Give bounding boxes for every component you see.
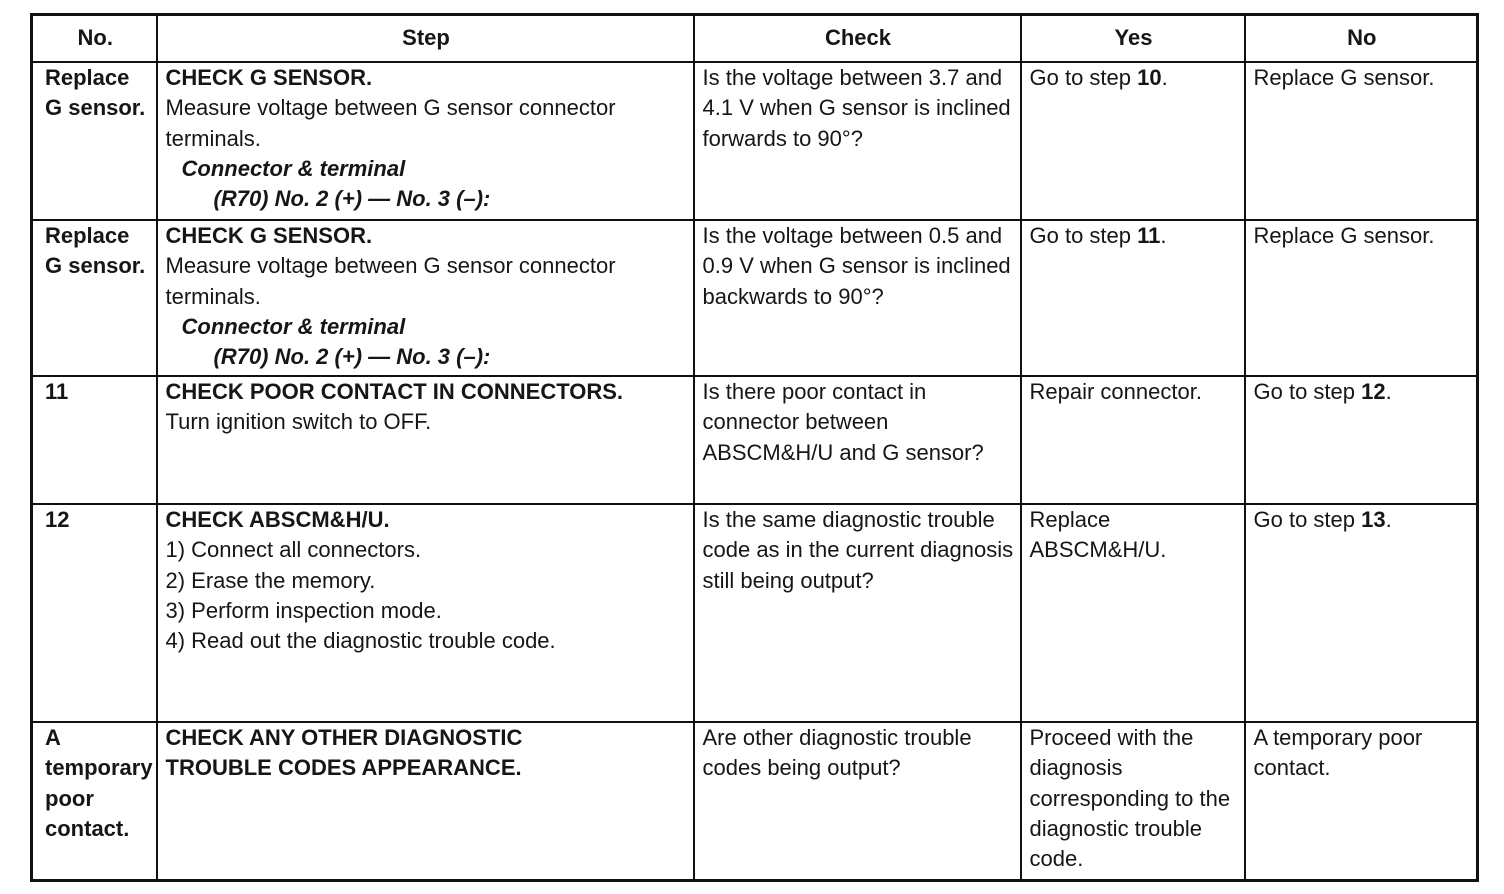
- table-row: [32, 220, 1478, 376]
- step-instruction: Turn ignition switch to OFF.: [165, 409, 432, 435]
- procedure-step: 4) Read out the diagnostic trouble code.: [165, 628, 556, 654]
- step-number: Replace G sensor.: [32, 62, 157, 220]
- step-title: CHECK ANY OTHER DIAGNOSTIC: [165, 725, 523, 750]
- step-cell: [157, 62, 694, 220]
- no-suffix: .: [1385, 507, 1392, 532]
- no-cell: Replace G sensor.: [1245, 62, 1478, 220]
- header-step: Step: [157, 15, 694, 63]
- diagnostic-procedure: [30, 13, 1476, 882]
- yes-prefix: Go to step: [1029, 65, 1138, 90]
- no-prefix: Go to step: [1253, 507, 1362, 532]
- table-row: [32, 722, 1478, 881]
- step-title: CHECK POOR CONTACT IN CONNECTORS.: [165, 379, 624, 404]
- terminal-spec: (R70) No. 2 (+) — No. 3 (–):: [213, 186, 491, 212]
- connector-label: Connector & terminal: [181, 313, 406, 339]
- step-title: CHECK G SENSOR.: [165, 223, 373, 248]
- table-row: [32, 376, 1478, 504]
- no-cell: Replace G sensor.: [1245, 220, 1478, 376]
- yes-cell: Replace ABSCM&H/U.: [1021, 504, 1245, 722]
- step-number: Replace G sensor.: [32, 220, 157, 376]
- no-cell: [1245, 504, 1478, 722]
- step-cell: [157, 722, 694, 881]
- step-cell: [157, 220, 694, 376]
- no-cell: A temporary poor contact.: [1245, 722, 1478, 881]
- procedure-step: 2) Erase the memory.: [165, 567, 376, 593]
- yes-cell: Proceed with the diagnosis corresponding to the diagnostic trouble code.: [1021, 722, 1245, 881]
- connector-label: Connector & terminal: [181, 155, 406, 181]
- diagnostic-table: [30, 13, 1479, 882]
- step-cell: [157, 376, 694, 504]
- table-row: [32, 62, 1478, 220]
- step-number: 11: [32, 376, 157, 504]
- step-instruction: Measure voltage between G sensor connector terminals.: [165, 253, 616, 309]
- yes-step-ref: 10: [1137, 65, 1162, 90]
- yes-suffix: .: [1161, 65, 1168, 90]
- yes-cell: [1021, 220, 1245, 376]
- yes-step-ref: 11: [1137, 223, 1161, 248]
- yes-suffix: .: [1160, 223, 1167, 248]
- check-cell: Is the voltage between 3.7 and 4.1 V when G sensor is inclined forwards to 90°?: [694, 62, 1021, 220]
- step-title: CHECK G SENSOR.: [165, 65, 373, 90]
- step-instruction: Measure voltage between G sensor connector terminals.: [165, 95, 616, 151]
- check-cell: Are other diagnostic trouble codes being output?: [694, 722, 1021, 881]
- table-header-row: [32, 15, 1478, 63]
- terminal-spec: (R70) No. 2 (+) — No. 3 (–):: [213, 344, 491, 370]
- header-no-result: No: [1245, 15, 1478, 63]
- table-row: [32, 504, 1478, 722]
- header-check: Check: [694, 15, 1021, 63]
- step-title-continued: TROUBLE CODES APPEARANCE.: [165, 755, 522, 781]
- step-title: CHECK ABSCM&H/U.: [165, 507, 390, 532]
- yes-cell: [1021, 62, 1245, 220]
- step-cell: [157, 504, 694, 722]
- check-cell: Is the same diagnostic trouble code as in the current diagnosis still being output?: [694, 504, 1021, 722]
- no-step-ref: 13: [1361, 507, 1386, 532]
- check-cell: Is the voltage between 0.5 and 0.9 V when G sensor is inclined backwards to 90°?: [694, 220, 1021, 376]
- no-suffix: .: [1385, 379, 1392, 404]
- step-number: 12: [32, 504, 157, 722]
- no-cell: [1245, 376, 1478, 504]
- header-no: No.: [32, 15, 157, 63]
- procedure-step: 3) Perform inspection mode.: [165, 597, 442, 623]
- procedure-step: 1) Connect all connectors.: [165, 537, 422, 563]
- step-number: A temporary poor contact.: [32, 722, 157, 881]
- check-cell: Is there poor contact in connector between ABSCM&H/U and G sensor?: [694, 376, 1021, 504]
- no-prefix: Go to step: [1253, 379, 1362, 404]
- yes-cell: Repair connector.: [1021, 376, 1245, 504]
- yes-prefix: Go to step: [1029, 223, 1138, 248]
- no-step-ref: 12: [1361, 379, 1386, 404]
- header-yes: Yes: [1021, 15, 1245, 63]
